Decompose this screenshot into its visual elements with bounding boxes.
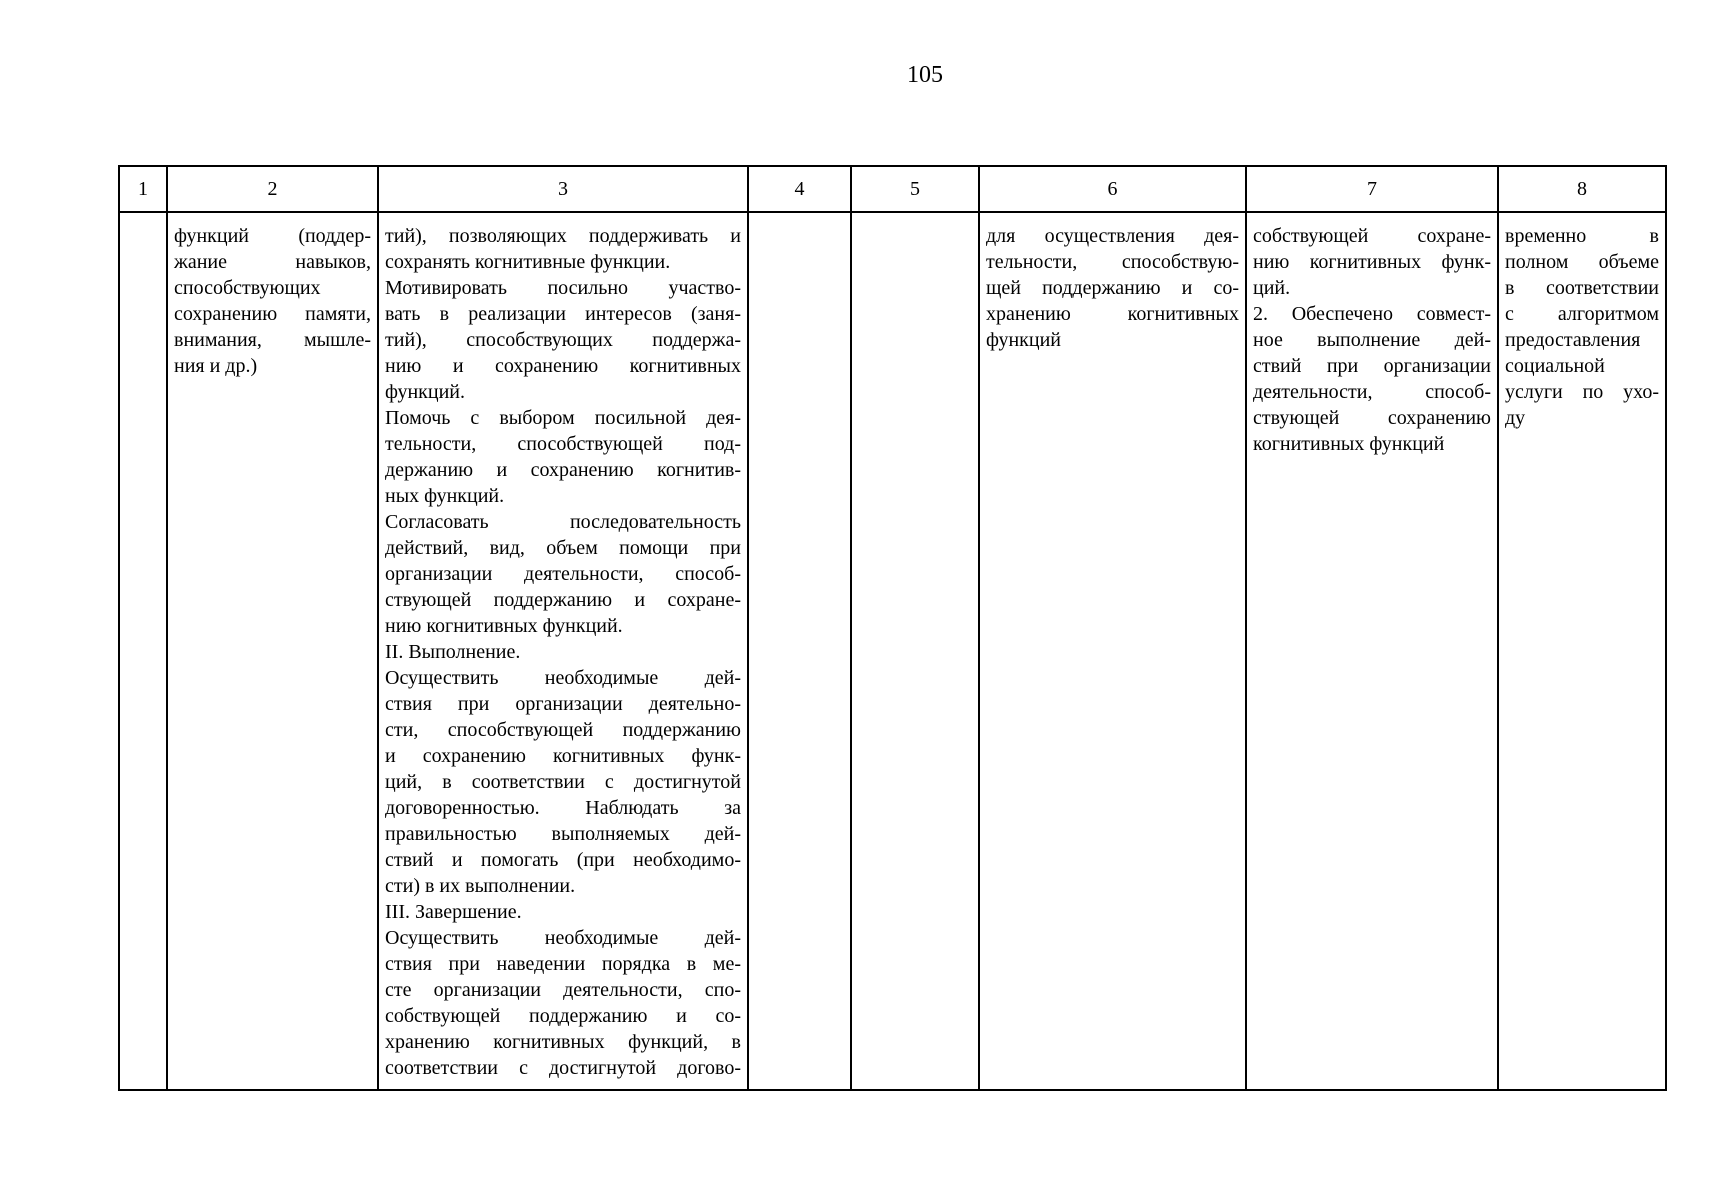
cell-line: нию когнитивных функций.	[385, 615, 623, 637]
cell-line: договоренностью. Наблюдать за	[385, 797, 741, 819]
column-header-1: 1	[119, 166, 167, 212]
cell-col-7	[1246, 212, 1498, 1090]
cell-line: хранению когнитивных функций, в	[385, 1031, 741, 1053]
cell-line: ствий при организации	[1253, 355, 1491, 377]
cell-line: правильностью выполняемых дей-	[385, 823, 741, 845]
cell-line: ствий и помогать (при необходимо-	[385, 849, 741, 871]
cell-col-2	[167, 212, 378, 1090]
cell-line: в соответствии	[1505, 277, 1659, 299]
cell-line: ций, в соответствии с достигнутой	[385, 771, 741, 793]
cell-col-5	[851, 212, 979, 1090]
cell-line: собствующей сохране-	[1253, 225, 1491, 247]
cell-line: тельности, способствующей под-	[385, 433, 741, 455]
cell-line: собствующей поддержанию и со-	[385, 1005, 741, 1027]
cell-line: щей поддержанию и со-	[986, 277, 1239, 299]
cell-line: полном объеме	[1505, 251, 1659, 273]
cell-line: вать в реализации интересов (заня-	[385, 303, 741, 325]
cell-line: тий), способствующих поддержа-	[385, 329, 741, 351]
cell-col-6	[979, 212, 1246, 1090]
cell-line: деятельности, способ-	[1253, 381, 1491, 403]
page-number: 105	[907, 62, 943, 88]
table-row	[119, 212, 1666, 1090]
cell-line: хранению когнитивных	[986, 303, 1239, 325]
column-header-4: 4	[748, 166, 851, 212]
cell-line: способствующих	[174, 277, 321, 299]
cell-line: ций.	[1253, 277, 1291, 299]
cell-line: действий, вид, объем помощи при	[385, 537, 741, 559]
cell-col-4	[748, 212, 851, 1090]
header-row	[119, 166, 1666, 212]
cell-line: функций.	[385, 381, 465, 403]
cell-line: с алгоритмом	[1505, 303, 1659, 325]
cell-line: услуги по ухо-	[1505, 381, 1659, 403]
cell-line: когнитивных функций	[1253, 433, 1445, 455]
cell-line: ду	[1505, 407, 1526, 429]
cell-line: тельности, способствую-	[986, 251, 1239, 273]
column-header-7: 7	[1246, 166, 1498, 212]
cell-line: организации деятельности, способ-	[385, 563, 741, 585]
document-table	[118, 165, 1667, 1091]
cell-line: Мотивировать посильно участво-	[385, 277, 741, 299]
cell-line: сти) в их выполнении.	[385, 875, 576, 897]
cell-line: Помочь с выбором посильной дея-	[385, 407, 741, 429]
cell-line: предоставления	[1505, 329, 1641, 351]
cell-col-8	[1498, 212, 1666, 1090]
column-header-8: 8	[1498, 166, 1666, 212]
cell-line: и сохранению когнитивных функ-	[385, 745, 741, 767]
cell-line: сохранять когнитивные функции.	[385, 251, 671, 273]
cell-line: сте организации деятельности, спо-	[385, 979, 741, 1001]
cell-line: ствия при наведении порядка в ме-	[385, 953, 741, 975]
cell-line: сохранению памяти,	[174, 303, 371, 325]
cell-col-1	[119, 212, 167, 1090]
cell-line: соответствии с достигнутой догово-	[385, 1057, 741, 1079]
cell-line: Согласовать последовательность	[385, 511, 741, 533]
cell-line: нию когнитивных функ-	[1253, 251, 1491, 273]
cell-line: III. Завершение.	[385, 901, 522, 923]
cell-line: жание навыков,	[174, 251, 371, 273]
cell-line: нию и сохранению когнитивных	[385, 355, 741, 377]
cell-line: сти, способствующей поддержанию	[385, 719, 741, 741]
cell-line: ния и др.)	[174, 355, 258, 377]
column-header-2: 2	[167, 166, 378, 212]
cell-line: Осуществить необходимые дей-	[385, 927, 741, 949]
cell-line: функций	[986, 329, 1061, 351]
cell-line: тий), позволяющих поддерживать и	[385, 225, 741, 247]
cell-line: 2. Обеспечено совмест-	[1253, 303, 1491, 325]
cell-line: Осуществить необходимые дей-	[385, 667, 741, 689]
cell-line: II. Выполнение.	[385, 641, 521, 663]
cell-line: ных функций.	[385, 485, 505, 507]
column-header-3: 3	[378, 166, 748, 212]
cell-line: держанию и сохранению когнитив-	[385, 459, 741, 481]
cell-line: социальной	[1505, 355, 1605, 377]
cell-line: ствующей сохранению	[1253, 407, 1491, 429]
cell-line: для осуществления дея-	[986, 225, 1239, 247]
cell-col-3	[378, 212, 748, 1090]
cell-line: ствия при организации деятельно-	[385, 693, 741, 715]
cell-line: функций (поддер-	[174, 225, 371, 247]
column-header-5: 5	[851, 166, 979, 212]
cell-line: ное выполнение дей-	[1253, 329, 1491, 351]
column-header-6: 6	[979, 166, 1246, 212]
cell-line: ствующей поддержанию и сохране-	[385, 589, 741, 611]
cell-line: временно в	[1505, 225, 1659, 247]
cell-line: внимания, мышле-	[174, 329, 371, 351]
